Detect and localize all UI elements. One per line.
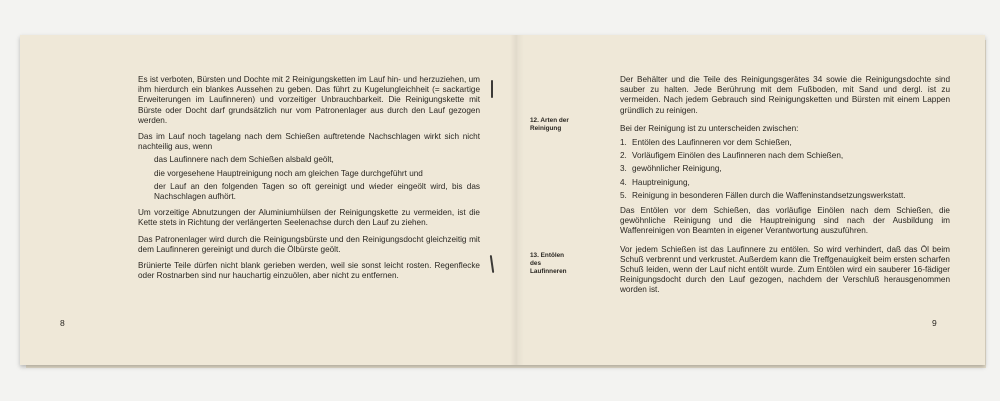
- list-text: gewöhnlicher Reinigung,: [632, 164, 722, 174]
- paragraph: Bei der Reinigung ist zu unterscheiden zwischen:: [620, 123, 799, 133]
- list-text: Reinigung in besonderen Fällen durch die Waffeninstandsetzungswerkstatt.: [632, 190, 906, 200]
- paragraph: Vor jedem Schießen ist das Laufinnere zu entölen. So wird verhindert, daß das Öl beim Schuß verbrennt und verkrustet. Außerdem kann die Treffgenauigkeit beim ersten scharfen Schuß leiden, wenn der Lauf nicht entölt wurde. Zum Entölen wird ein sauberer 16-fädiger Reinigungsdocht durch den Lauf gezogen, nachdem der Verschluß herausgenommen worden ist.: [620, 244, 950, 295]
- paragraph: Der Behälter und die Teile des Reinigungsgerätes 34 sowie die Reinigungsdochte sind sauber zu halten. Jede Berührung mit dem Fußboden, mit Sand und dergl. ist zu vermeiden. Nach jedem Gebrauch sind Reinigungsketten und Bürsten mit einem Lappen gründlich zu reinigen.: [620, 75, 950, 115]
- list-number: 2.: [620, 151, 627, 161]
- booklet-spread: [20, 35, 985, 365]
- condition-item: die vorgesehene Hauptreinigung noch am gleichen Tage durchgeführt und: [154, 168, 423, 178]
- paragraph: Brünierte Teile dürfen nicht blank gerieben werden, weil sie sonst leicht rosten. Regenflecke oder Rostnarben sind nur hauchartig einzuölen, aber nicht zu entfernen.: [138, 261, 480, 281]
- paragraph: Das Patronenlager wird durch die Reinigungsbürste und den Reinigungsdocht gleichzeitig mit dem Laufinneren gereinigt und durch die Ölbürste geölt.: [138, 234, 480, 254]
- staple-top: [491, 80, 493, 98]
- section-heading-12: 12. Arten der Reinigung: [530, 117, 569, 132]
- paragraph: Das im Lauf noch tagelang nach dem Schießen auftretende Nachschlagen wirkt sich nicht nachteilig aus, wenn: [138, 132, 480, 152]
- list-item: [620, 191, 950, 201]
- page-number-left: 8: [60, 318, 65, 328]
- list-text: Vorläufigem Einölen des Laufinneren nach dem Schießen,: [632, 151, 844, 161]
- list-number: 5.: [620, 190, 627, 200]
- center-fold: [510, 35, 524, 365]
- section-heading-13: 13. Entölen des Laufinneren: [530, 252, 567, 275]
- paragraph: Das Entölen vor dem Schießen, das vorläufige Einölen nach dem Schießen, die gewöhnliche Reinigung und die Hauptreinigung sind nach der Ausbildung im Waffenreinigen von Beamten in eigener Verantwortung auszuführen.: [620, 206, 950, 236]
- left-page: [138, 75, 480, 287]
- condition-item: der Lauf an den folgenden Tagen so oft gereinigt und wieder eingeölt wird, bis das Nachschlagen aufhört.: [154, 181, 480, 202]
- staple-bottom: [490, 255, 494, 273]
- list-text: Hauptreinigung,: [632, 177, 690, 187]
- right-page: [620, 75, 950, 302]
- list-item: [620, 151, 950, 161]
- list-number: 1.: [620, 138, 627, 148]
- list-item: [620, 178, 950, 188]
- paragraph: Um vorzeitige Abnutzungen der Aluminiumhülsen der Reinigungskette zu vermeiden, ist die Kette stets in Richtung der verlängerten Seelenachse durch den Lauf zu ziehen.: [138, 208, 480, 228]
- list-number: 4.: [620, 177, 627, 187]
- paragraph: Es ist verboten, Bürsten und Dochte mit 2 Reinigungsketten im Lauf hin- und herzuziehen, um ihm hierdurch ein blankes Aussehen zu geben. Das führt zu Kugelungleichheit (= sackartige Erweiterungen im Laufinneren) und vorzeitiger Unbrauchbarkeit. Die Reinigungskette mit Bürste oder Docht darf grundsätzlich nur vom Patronenlager aus durch den Lauf gezogen werden.: [138, 75, 480, 125]
- list-item: [620, 138, 950, 148]
- list-item: [620, 164, 950, 174]
- condition-item: das Laufinnere nach dem Schießen alsbald geölt,: [154, 155, 334, 165]
- list-number: 3.: [620, 164, 627, 174]
- list-text: Entölen des Laufinneren vor dem Schießen,: [632, 138, 792, 148]
- page-number-right: 9: [932, 318, 937, 328]
